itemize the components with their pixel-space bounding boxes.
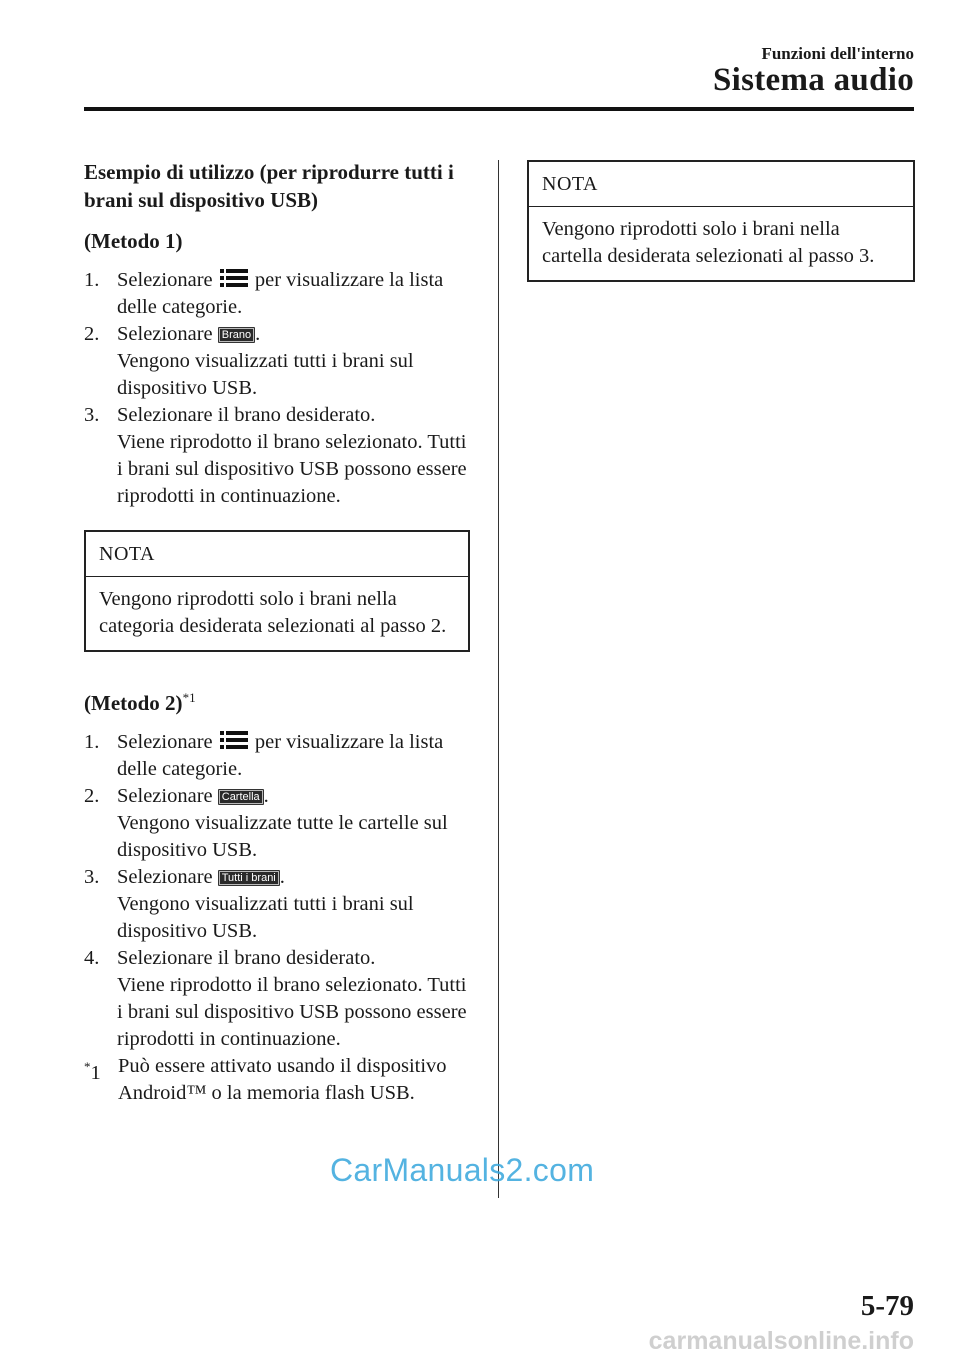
footer-site-link[interactable]: carmanualsonline.info: [648, 1327, 914, 1355]
step-number: 2.: [84, 323, 100, 345]
method-1-title: (Metodo 1): [84, 229, 183, 253]
step-text: Selezionare: [117, 269, 213, 291]
list-item: [84, 267, 470, 321]
header-rule: [84, 107, 914, 111]
page-number: 5-79: [860, 1290, 914, 1322]
step-text: per visualizzare la lista delle categorie.: [117, 269, 444, 318]
list-item: [84, 783, 470, 864]
list-icon: [220, 268, 248, 288]
method-2-title: (Metodo 2): [84, 691, 183, 715]
tutti-i-brani-button[interactable]: Tutti i brani: [218, 870, 280, 886]
watermark: CarManuals2.com: [330, 1152, 595, 1188]
step-detail: Vengono visualizzati tutti i brani sul dispositivo USB.: [117, 350, 414, 399]
step-number: 2.: [84, 785, 100, 807]
example-heading: Esempio di utilizzo (per riprodurre tutti i brani sul dispositivo USB): [84, 160, 454, 212]
column-divider: [498, 160, 499, 1198]
step-number: 3.: [84, 866, 100, 888]
section-title-header: Sistema audio: [712, 62, 914, 98]
nota-heading: NOTA: [529, 162, 913, 207]
step-number: 3.: [84, 404, 100, 426]
footnote: [84, 1053, 470, 1107]
step-text: .: [263, 785, 269, 807]
step-number: 1.: [84, 731, 100, 753]
step-text: Selezionare: [117, 866, 213, 888]
step-text: Selezionare: [117, 731, 213, 753]
list-item: [84, 321, 470, 402]
cartella-button[interactable]: Cartella: [218, 789, 264, 805]
list-item: [84, 864, 470, 945]
step-number: 4.: [84, 947, 100, 969]
nota-body: Vengono riprodotti solo i brani nella cartella desiderata selezionati al passo 3.: [542, 218, 875, 267]
chapter-label: Funzioni dell'interno: [761, 44, 914, 63]
right-column: [527, 160, 915, 282]
nota-box-folder: [527, 160, 915, 282]
footnote-ref: *1: [182, 690, 196, 705]
method-1-heading: [84, 228, 470, 255]
footnote-text: Può essere attivato usando il dispositivo Android™ o la memoria flash USB.: [118, 1055, 447, 1104]
footnote-star: *: [84, 1059, 91, 1074]
nota-heading: NOTA: [86, 532, 468, 577]
list-item: [84, 945, 470, 1053]
step-number: 1.: [84, 269, 100, 291]
method-2-steps: [84, 729, 470, 1053]
step-text: Selezionare il brano desiderato.: [117, 947, 376, 969]
nota-box-category: [84, 530, 470, 652]
step-detail: Vengono visualizzati tutti i brani sul dispositivo USB.: [117, 893, 414, 942]
nota-body: Vengono riprodotti solo i brani nella categoria desiderata selezionati al passo 2.: [99, 588, 447, 637]
step-detail: Viene riprodotto il brano selezionato. Tutti i brani sul dispositivo USB possono essere riprodotti in continuazione.: [117, 974, 467, 1050]
footnote-number: 1: [90, 1061, 101, 1084]
step-text: .: [279, 866, 285, 888]
step-detail: Viene riprodotto il brano selezionato. Tutti i brani sul dispositivo USB possono essere riprodotti in continuazione.: [117, 431, 467, 507]
brano-button[interactable]: Brano: [218, 327, 255, 343]
footnote-mark: [84, 1053, 101, 1087]
method-2-heading: [84, 684, 470, 717]
list-icon: [220, 730, 248, 750]
step-detail: Vengono visualizzate tutte le cartelle sul dispositivo USB.: [117, 812, 448, 861]
step-text: Selezionare il brano desiderato.: [117, 404, 376, 426]
list-item: [84, 402, 470, 510]
step-text: per visualizzare la lista delle categorie.: [117, 731, 444, 780]
step-text: Selezionare: [117, 323, 213, 345]
step-text: .: [255, 323, 261, 345]
method-1-steps: [84, 267, 470, 510]
list-item: [84, 729, 470, 783]
step-text: Selezionare: [117, 785, 213, 807]
left-column: [84, 158, 470, 1107]
